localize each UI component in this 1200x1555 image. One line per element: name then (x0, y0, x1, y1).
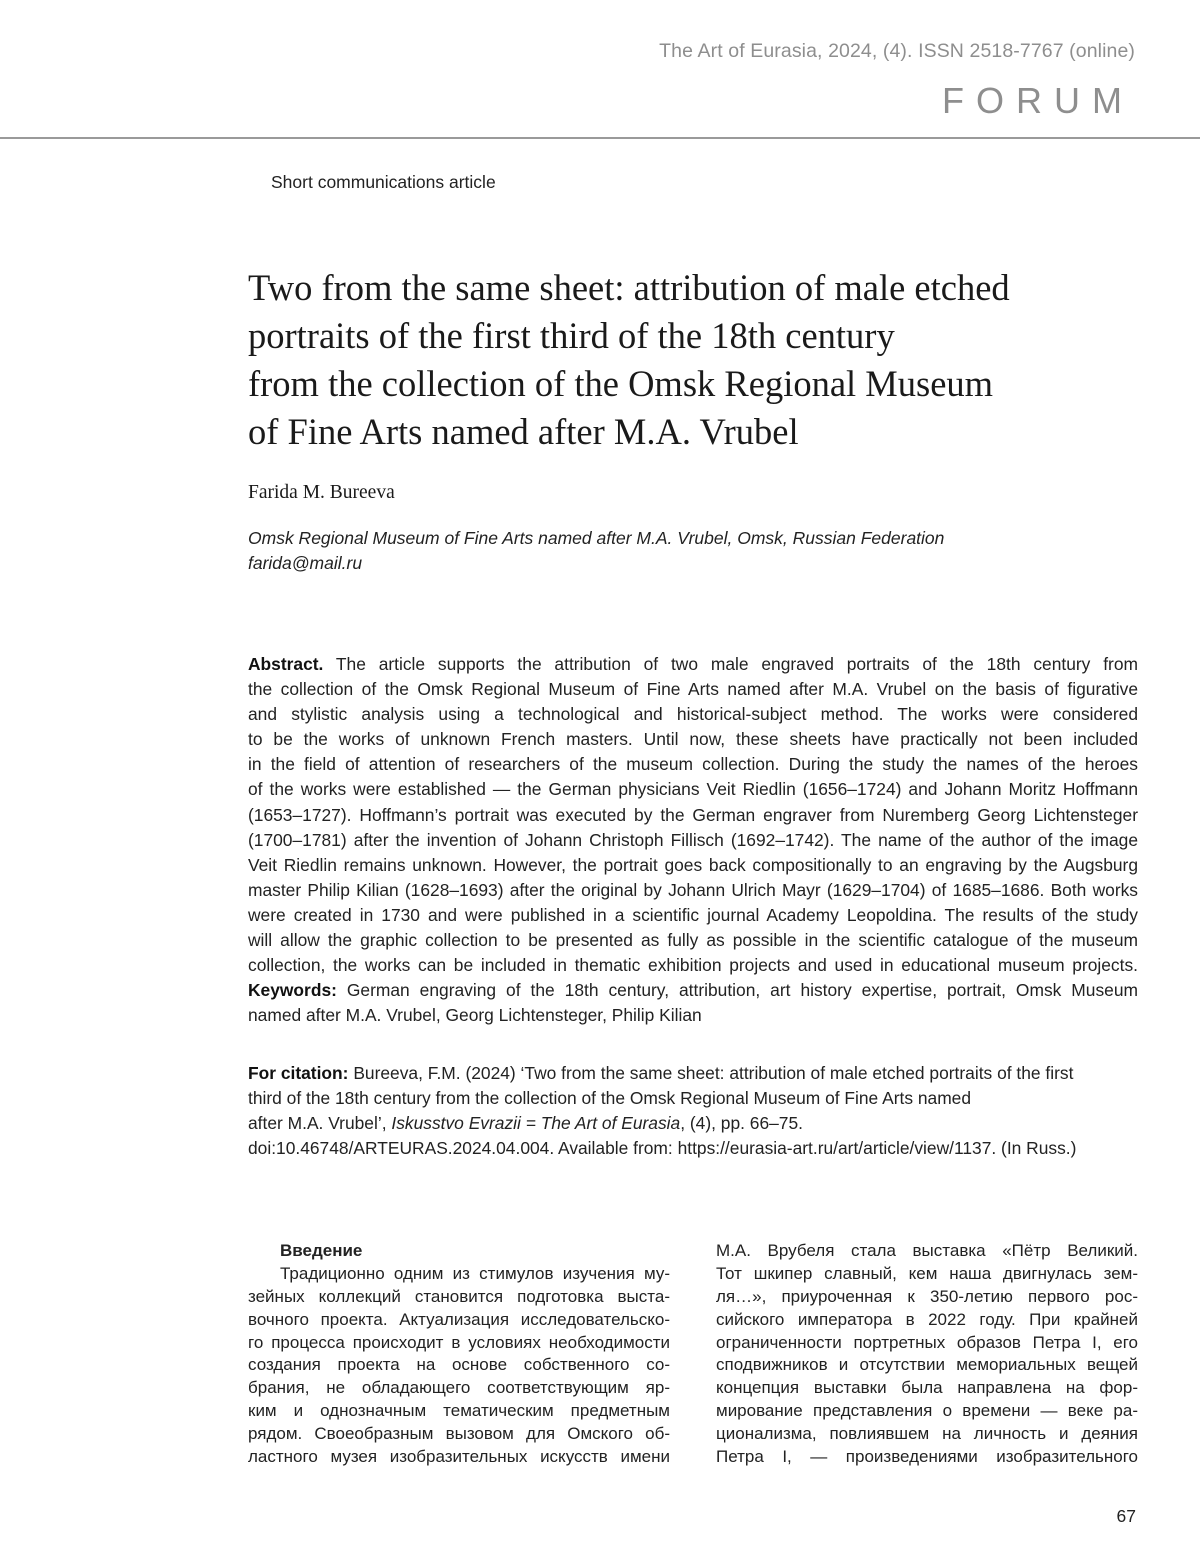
body-line: сподвижников и отсутствии мемориальных вещей (716, 1355, 1138, 1375)
citation-line (248, 1061, 1138, 1086)
body-line: концепция выставки была направлена на фор- (716, 1378, 1138, 1398)
body-line: ластного музея изобразительных искусств имени (248, 1447, 670, 1467)
article-type: Short communications article (271, 172, 496, 192)
body-line: рядом. Своеобразным вызовом для Омского об- (248, 1424, 670, 1444)
citation-line: third of the 18th century from the collection of the Omsk Regional Museum of Fine Arts named (248, 1088, 972, 1109)
abstract-line: (1653–1727). Hoffmann’s portrait was executed by the German engraver from Nuremberg Georg Lichtensteger (248, 804, 1138, 825)
abstract (248, 652, 1138, 1028)
keywords-text: German engraving of the 18th century, attribution, art history expertise, portrait, Omsk Museum (346, 980, 1138, 1001)
abstract-line: in the field of attention of researchers of the museum collection. During the study the names of the heroes (248, 754, 1138, 775)
body-line: Тот шкипер славный, кем наша двигнулась зем- (716, 1263, 1138, 1283)
abstract-line: to be the works of unknown French masters. Until now, these sheets have practically not been included (248, 729, 1138, 750)
citation-label: For citation: (248, 1063, 349, 1083)
abstract-line: the collection of the Omsk Regional Museum of Fine Arts named after M.A. Vrubel on the basis of figurative (248, 679, 1138, 700)
affiliation-institution: Omsk Regional Museum of Fine Arts named after M.A. Vrubel, Omsk, Russian Federation (248, 528, 945, 548)
keywords-line: named after M.A. Vrubel, Georg Lichtensteger, Philip Kilian (248, 1005, 702, 1026)
body-line: зейных коллекций становится подготовка выста- (248, 1286, 670, 1306)
citation-journal: Iskusstvo Evrazii = The Art of Eurasia (391, 1113, 681, 1134)
abstract-line: and stylistic analysis using a technological and historical-subject method. The works were considered (248, 704, 1138, 725)
citation-text: after M.A. Vrubel’, (248, 1113, 392, 1134)
title-line: of Fine Arts named after M.A. Vrubel (248, 411, 799, 452)
abstract-line: of the works were established — the German physicians Veit Riedlin (1656–1724) and Johann Moritz Hoffmann (248, 779, 1138, 800)
citation-line (248, 1111, 1138, 1136)
journal-info: The Art of Eurasia, 2024, (4). ISSN 2518-7767 (online) (659, 40, 1135, 62)
citation-text: Bureeva, F.M. (2024) ‘Two from the same sheet: attribution of male etched portraits of the first (353, 1063, 1074, 1083)
abstract-line: were created in 1730 and were published in a scientific journal Academy Leopoldina. The results of the study (248, 904, 1138, 925)
keywords-label: Keywords: (248, 980, 337, 1001)
abstract-text: The article supports the attribution of two male engraved portraits of the 18th century from (335, 654, 1138, 674)
body-line: ограниченности портретных образов Петра I, его (716, 1332, 1138, 1352)
title-line: Two from the same sheet: attribution of male etched (248, 267, 1010, 308)
abstract-line: master Philip Kilian (1628–1693) after the original by Johann Ulrich Mayr (1629–1704) of 1685–1686. Both works (248, 879, 1138, 900)
keywords-line (248, 978, 1138, 1003)
body-column-left (248, 1240, 670, 1469)
author-email[interactable]: farida@mail.ru (248, 553, 363, 573)
citation-doi-link[interactable]: doi:10.46748/ARTEURAS.2024.04.004. Available from: https://eurasia-art.ru/art/article/view/1137. (In Russ.) (248, 1138, 1077, 1159)
section-name: FORUM (942, 80, 1134, 121)
abstract-label: Abstract. (248, 654, 324, 674)
abstract-line (248, 652, 1138, 677)
body-line: создания проекта на основе собственного со- (248, 1355, 670, 1375)
body-line: мирование представления о времени — веке ра- (716, 1401, 1138, 1421)
title-line: from the collection of the Omsk Regional Museum (248, 363, 994, 404)
abstract-line: will allow the graphic collection to be presented as fully as possible in the scientific catalogue of the museum (248, 930, 1138, 951)
citation-text: , (4), pp. 66–75. (680, 1113, 803, 1134)
body-line: ким и однозначным тематическим предметным (248, 1401, 670, 1421)
body-line: сийского императора в 2022 году. При крайней (716, 1309, 1138, 1329)
body-line: ля…», приуроченная к 350-летию первого рос- (716, 1286, 1138, 1306)
title-line: portraits of the first third of the 18th century (248, 315, 895, 356)
page-number: 67 (1116, 1506, 1136, 1526)
body-line: вочного проекта. Актуализация исследовательско- (248, 1309, 670, 1329)
body-column-right (716, 1240, 1138, 1469)
abstract-line: Veit Riedlin remains unknown. However, the portrait goes back compositionally to an engraving by the Augsburg (248, 854, 1138, 875)
body-line: брания, не обладающего соответствующим яр- (248, 1378, 670, 1398)
section-heading: Введение (280, 1241, 363, 1260)
abstract-line: (1700–1781) after the invention of Johann Christoph Fillisch (1692–1742). The name of the author of the image (248, 829, 1138, 850)
body-line: М.А. Врубеля стала выставка «Пётр Великий. (716, 1241, 1138, 1260)
article-title (248, 264, 1128, 456)
citation (248, 1061, 1138, 1161)
author-name: Farida M. Bureeva (248, 482, 395, 503)
abstract-line: collection, the works can be included in thematic exhibition projects and used in educational museum projects. (248, 955, 1138, 976)
affiliation (248, 526, 944, 576)
body-line: Традиционно одним из стимулов изучения му- (280, 1263, 670, 1283)
body-line: Петра I, — произведениями изобразительного (716, 1447, 1138, 1467)
body-line: ционализма, повлиявшем на личность и деяния (716, 1424, 1138, 1444)
header-divider (0, 137, 1200, 139)
body-line: го процесса происходит в условиях необходимости (248, 1332, 670, 1352)
